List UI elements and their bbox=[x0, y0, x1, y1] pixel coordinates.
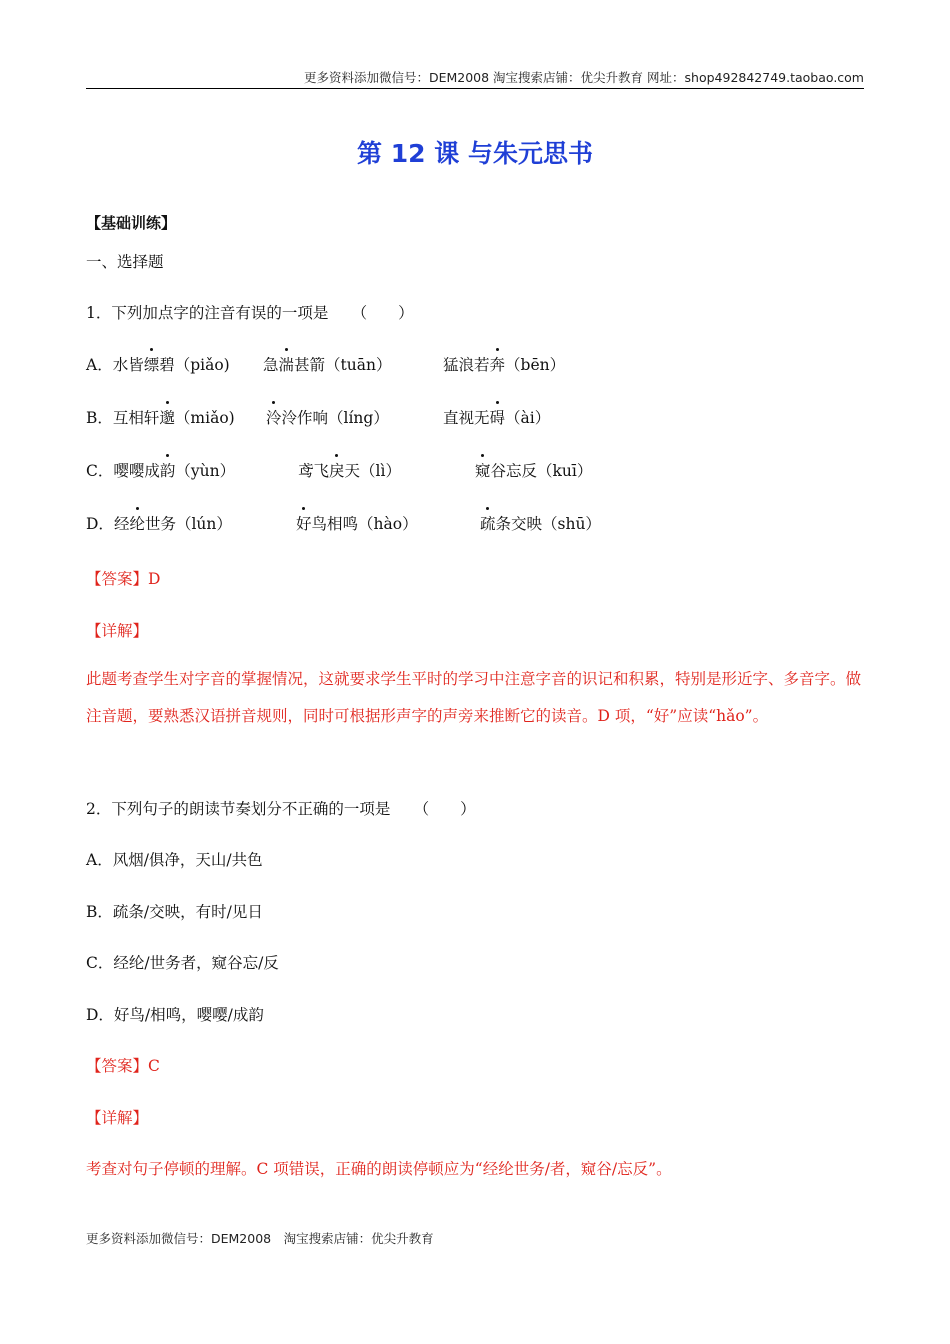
header-divider bbox=[86, 88, 864, 89]
page-footer: 更多资料添加微信号：DEM2008 淘宝搜索店铺：优尖升教育 bbox=[86, 1231, 434, 1246]
dotted-char: 湍 bbox=[279, 353, 295, 375]
dotted-char: 泠 bbox=[266, 406, 282, 428]
q1-c-item2 bbox=[298, 459, 401, 481]
q1-c-item1 bbox=[86, 459, 235, 481]
option-text: 经 bbox=[113, 515, 130, 533]
dotted-char: 韵 bbox=[160, 459, 176, 481]
q1-b-item2 bbox=[266, 406, 389, 428]
dotted-char: 疏 bbox=[480, 512, 496, 534]
q2-stem: 2．下列句子的朗读节奏划分不正确的一项是 （ ） bbox=[86, 800, 476, 818]
option-text: 世务（lún） bbox=[144, 515, 232, 533]
q1-d-item3 bbox=[480, 512, 601, 534]
q2-detail-label: 【详解】 bbox=[86, 1109, 149, 1127]
option-text: 甚箭（tuān） bbox=[294, 356, 392, 374]
option-label: C． bbox=[86, 462, 114, 480]
dotted-char: 好 bbox=[296, 512, 312, 534]
q1-d-item2 bbox=[296, 512, 418, 534]
q1-a-item2 bbox=[263, 353, 391, 375]
option-text: 嘤嘤成 bbox=[113, 462, 160, 480]
dotted-char: 邈 bbox=[159, 406, 175, 428]
q1-a-item1 bbox=[86, 353, 230, 375]
q1-detail-label: 【详解】 bbox=[86, 622, 149, 640]
option-text: （bēn） bbox=[505, 356, 566, 374]
option-label: B． bbox=[86, 409, 113, 427]
page-title: 第 12 课 与朱元思书 bbox=[357, 139, 593, 168]
q1-b-item3 bbox=[443, 406, 550, 428]
q1-c-item3 bbox=[475, 459, 592, 481]
option-text: 猛浪若 bbox=[443, 356, 490, 374]
option-text: 鸟相鸣（hào） bbox=[311, 515, 418, 533]
part-heading: 一、选择题 bbox=[86, 253, 164, 271]
dotted-char: 碍 bbox=[490, 406, 506, 428]
option-text: 急 bbox=[263, 356, 279, 374]
q2-answer: 【答案】C bbox=[86, 1057, 160, 1075]
q1-stem: 1．下列加点字的注音有误的一项是 （ ） bbox=[86, 304, 414, 322]
q1-detail-text: 此题考查学生对字音的掌握情况，这就要求学生平时的学习中注意字音的识记和积累，特别是形近字、多音字。做注音题，要熟悉汉语拼音规则，同时可根据形声字的声旁来推断它的读音。D 项，“好”应读“hǎo”。 bbox=[86, 670, 862, 725]
section-heading: 【基础训练】 bbox=[86, 214, 177, 232]
option-text: 条交映（shū） bbox=[495, 515, 601, 533]
option-text: 互相轩 bbox=[112, 409, 160, 427]
dotted-char: 戾 bbox=[329, 459, 345, 481]
option-text: 碧（piǎo) bbox=[159, 356, 230, 374]
q1-b-item1 bbox=[86, 406, 235, 428]
q2-option-b: B．疏条/交映，有时/见日 bbox=[86, 903, 263, 921]
option-text: 鸢飞 bbox=[298, 462, 330, 480]
option-text: 水皆 bbox=[112, 356, 144, 374]
option-text: 天（lì） bbox=[344, 462, 401, 480]
option-label: D． bbox=[86, 515, 114, 533]
q2-option-d: D．好鸟/相鸣，嘤嘤/成韵 bbox=[86, 1006, 264, 1024]
dotted-char: 奔 bbox=[490, 353, 506, 375]
option-text: 泠作响（líng） bbox=[281, 409, 389, 427]
option-text: 直视无 bbox=[443, 409, 490, 427]
q1-answer: 【答案】D bbox=[86, 570, 161, 588]
q2-option-c: C．经纶/世务者，窥谷忘/反 bbox=[86, 954, 279, 972]
option-text: 谷忘反（kuī） bbox=[490, 462, 593, 480]
option-text: （miǎo) bbox=[174, 409, 235, 427]
option-text: （yùn） bbox=[175, 462, 236, 480]
page-header: 更多资料添加微信号：DEM2008 淘宝搜索店铺：优尖升教育 网址：shop492842749.taobao.com bbox=[303, 70, 864, 85]
q1-d-item1 bbox=[86, 512, 232, 534]
dotted-char: 缥 bbox=[144, 353, 160, 375]
dotted-char: 窥 bbox=[475, 459, 491, 481]
q1-a-item3 bbox=[443, 353, 565, 375]
dotted-char: 纶 bbox=[129, 512, 145, 534]
option-text: （ài） bbox=[505, 409, 551, 427]
q2-detail-text: 考查对句子停顿的理解。C 项错误，正确的朗读停顿应为“经纶世务/者，窥谷/忘反”。 bbox=[86, 1160, 672, 1178]
option-label: A． bbox=[86, 356, 113, 374]
q2-option-a: A．风烟/俱净，天山/共色 bbox=[86, 851, 263, 869]
